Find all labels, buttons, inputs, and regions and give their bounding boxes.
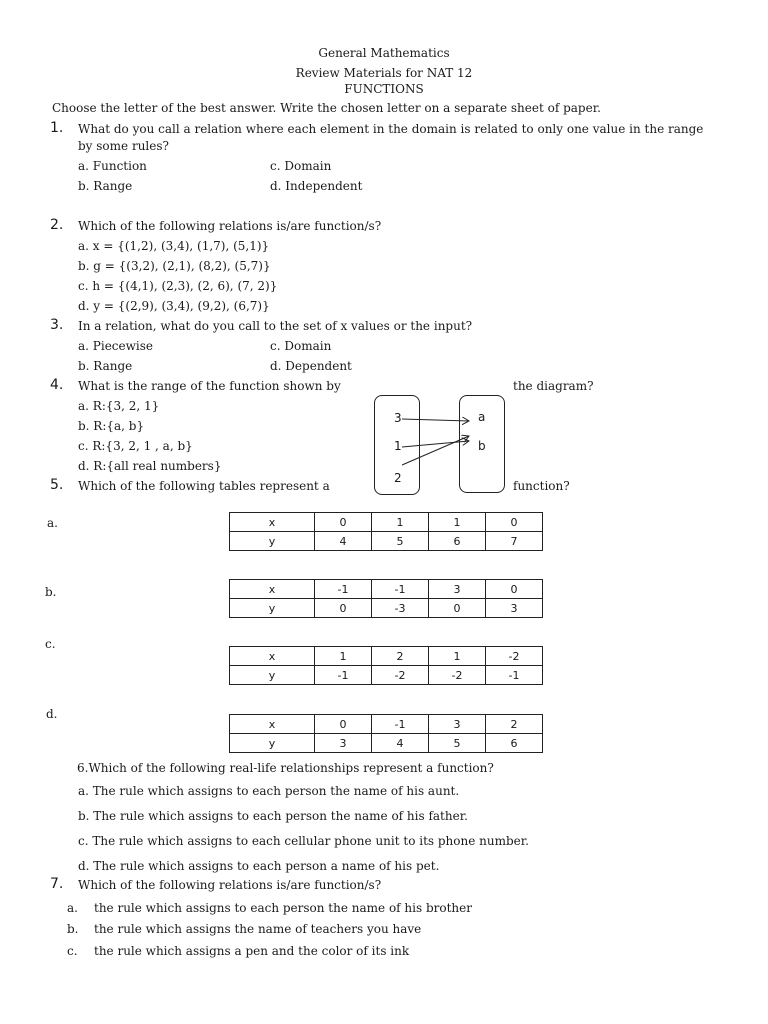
header-subtitle: Review Materials for NAT 12: [295, 66, 473, 80]
q6-option-d: d. The rule which assigns to each person a name of his pet.: [78, 859, 440, 873]
table-row: [230, 666, 543, 685]
table-cell: 1: [429, 513, 486, 532]
arrow-3-to-a: [402, 419, 469, 421]
q4-text: What is the range of the function shown by: [78, 379, 341, 393]
table-cell: -3: [372, 599, 429, 618]
table-cell: 2: [372, 647, 429, 666]
table-cell: 6: [429, 532, 486, 551]
q2-option-b: b. g = {(3,2), (2,1), (8,2), (5,7)}: [78, 259, 271, 273]
table-a: [229, 512, 543, 551]
q3-option-b: b. Range: [78, 359, 133, 373]
instructions: Choose the letter of the best answer. Write the chosen letter on a separate sheet of paper.: [52, 101, 601, 115]
table-cell: 4: [372, 734, 429, 753]
row-label: x: [230, 513, 315, 532]
q1-number: 1.: [50, 120, 64, 136]
table-row: [230, 532, 543, 551]
q4-option-c: c. R:{3, 2, 1 , a, b}: [78, 439, 193, 453]
arrow-2-to-b: [402, 436, 469, 465]
q3-option-c: c. Domain: [270, 339, 332, 353]
table-row: [230, 647, 543, 666]
table-cell: 2: [486, 715, 543, 734]
table-cell: 3: [315, 734, 372, 753]
table-cell: 5: [429, 734, 486, 753]
range-value-b: b: [478, 439, 486, 453]
q3-number: 3.: [50, 317, 64, 333]
q6-option-b: b. The rule which assigns to each person the name of his father.: [78, 809, 468, 823]
table-cell: 0: [486, 513, 543, 532]
domain-value-3: 3: [394, 411, 402, 425]
q2-option-d: d. y = {(2,9), (3,4), (9,2), (6,7)}: [78, 299, 270, 313]
table-b: [229, 579, 543, 618]
table-cell: -2: [429, 666, 486, 685]
table-row: [230, 580, 543, 599]
q3-option-d: d. Dependent: [270, 359, 352, 373]
table-cell: 3: [486, 599, 543, 618]
table-cell: -2: [372, 666, 429, 685]
row-label: x: [230, 580, 315, 599]
q1-text-cont: by some rules?: [78, 139, 169, 153]
q5-text-end: function?: [513, 479, 570, 493]
table-cell: 7: [486, 532, 543, 551]
header-title: General Mathematics: [318, 46, 450, 60]
q6-text: 6.Which of the following real-life relationships represent a function?: [77, 761, 494, 775]
table-cell: -1: [315, 580, 372, 599]
table-row: [230, 734, 543, 753]
table-cell: 6: [486, 734, 543, 753]
table-c-letter: c.: [45, 637, 56, 651]
row-label: y: [230, 532, 315, 551]
table-row: [230, 715, 543, 734]
table-cell: 5: [372, 532, 429, 551]
q3-text: In a relation, what do you call to the set of x values or the input?: [78, 319, 473, 333]
q7-option-b: the rule which assigns the name of teachers you have: [94, 922, 422, 936]
q7-option-a-letter: a.: [67, 901, 78, 915]
q4-text-end: the diagram?: [513, 379, 594, 393]
row-label: y: [230, 599, 315, 618]
domain-value-1: 1: [394, 439, 402, 453]
table-cell: 1: [372, 513, 429, 532]
table-cell: 3: [429, 580, 486, 599]
q2-option-a: a. x = {(1,2), (3,4), (1,7), (5,1)}: [78, 239, 270, 253]
row-label: y: [230, 666, 315, 685]
q1-option-d: d. Independent: [270, 179, 363, 193]
table-cell: 1: [429, 647, 486, 666]
table-c: [229, 646, 543, 685]
q1-option-c: c. Domain: [270, 159, 332, 173]
table-row: [230, 599, 543, 618]
q2-number: 2.: [50, 217, 64, 233]
q7-option-c: the rule which assigns a pen and the color of its ink: [94, 944, 410, 958]
range-value-a: a: [478, 410, 486, 424]
table-cell: 3: [429, 715, 486, 734]
row-label: x: [230, 715, 315, 734]
table-cell: 0: [429, 599, 486, 618]
q7-option-b-letter: b.: [67, 922, 79, 936]
row-label: y: [230, 734, 315, 753]
row-label: x: [230, 647, 315, 666]
table-cell: -1: [315, 666, 372, 685]
q7-option-c-letter: c.: [67, 944, 78, 958]
table-d: [229, 714, 543, 753]
table-cell: 0: [315, 599, 372, 618]
domain-value-2: 2: [394, 471, 402, 485]
q2-text: Which of the following relations is/are function/s?: [78, 219, 382, 233]
q7-text: Which of the following relations is/are function/s?: [78, 878, 382, 892]
q2-option-c: c. h = {(4,1), (2,3), (2, 6), (7, 2)}: [78, 279, 278, 293]
header-topic: FUNCTIONS: [344, 82, 424, 96]
table-cell: -1: [372, 580, 429, 599]
q5-number: 5.: [50, 477, 64, 493]
q4-option-b: b. R:{a, b}: [78, 419, 145, 433]
table-d-letter: d.: [46, 707, 58, 721]
q7-option-a: the rule which assigns to each person the name of his brother: [94, 901, 472, 915]
table-b-letter: b.: [45, 585, 57, 599]
table-a-letter: a.: [47, 516, 58, 530]
q6-option-a: a. The rule which assigns to each person the name of his aunt.: [78, 784, 460, 798]
table-cell: 1: [315, 647, 372, 666]
table-cell: -1: [486, 666, 543, 685]
q6-option-c: c. The rule which assigns to each cellular phone unit to its phone number.: [78, 834, 529, 848]
table-cell: 0: [486, 580, 543, 599]
q3-option-a: a. Piecewise: [78, 339, 153, 353]
q1-option-b: b. Range: [78, 179, 133, 193]
q7-number: 7.: [50, 876, 64, 892]
table-cell: 4: [315, 532, 372, 551]
q1-text: What do you call a relation where each element in the domain is related to only one value in the range: [78, 122, 704, 136]
q4-option-d: d. R:{all real numbers}: [78, 459, 222, 473]
q4-number: 4.: [50, 377, 64, 393]
table-cell: 0: [315, 715, 372, 734]
table-row: [230, 513, 543, 532]
q1-option-a: a. Function: [78, 159, 147, 173]
q5-text: Which of the following tables represent a: [78, 479, 330, 493]
table-cell: -1: [372, 715, 429, 734]
q4-option-a: a. R:{3, 2, 1}: [78, 399, 160, 413]
arrow-1-to-b: [402, 441, 469, 447]
table-cell: 0: [315, 513, 372, 532]
table-cell: -2: [486, 647, 543, 666]
